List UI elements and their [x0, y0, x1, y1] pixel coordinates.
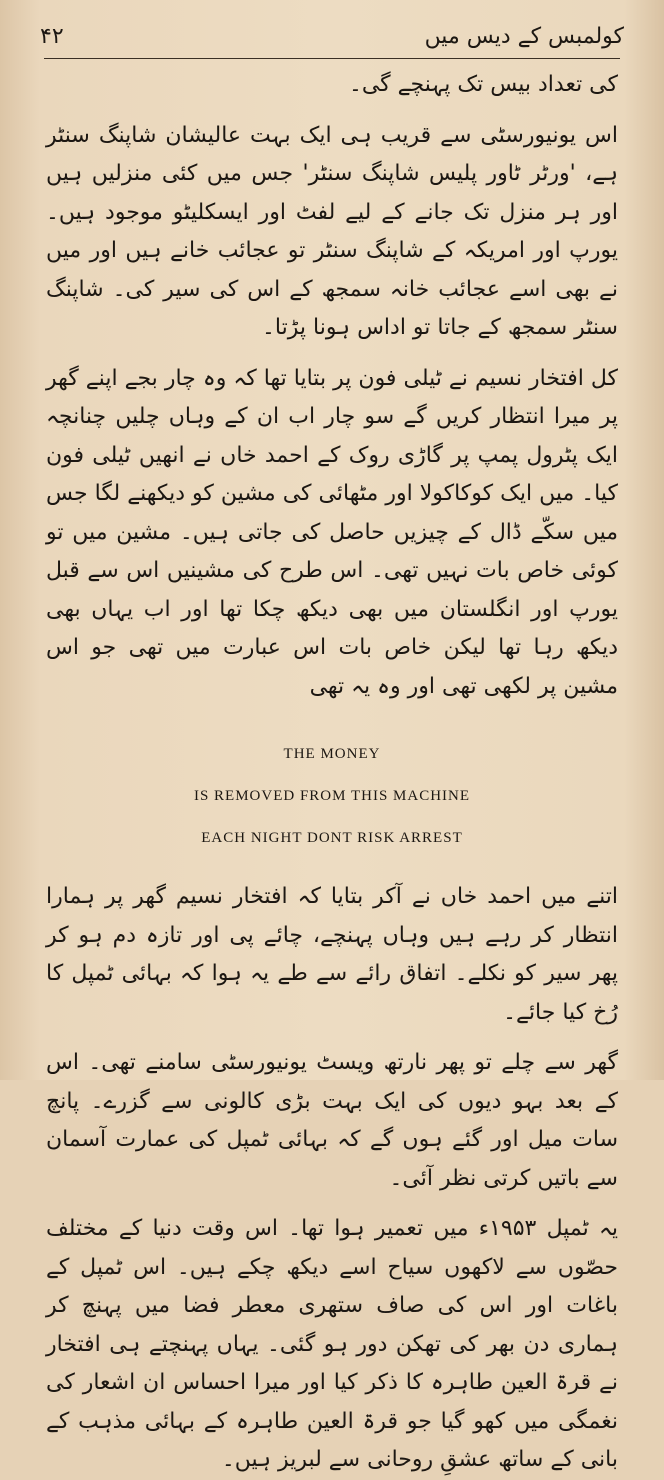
- page-number: ۴۲: [40, 23, 64, 49]
- paragraph: کی تعداد بیس تک پہنچے گی۔: [348, 72, 618, 97]
- running-title: کولمبس کے دیس میں: [424, 23, 624, 49]
- notice-line: IS REMOVED FROM THIS MACHINE: [193, 788, 471, 804]
- machine-notice: [46, 744, 618, 848]
- page-body: [46, 66, 618, 1480]
- paragraph: اتنے میں احمد خاں نے آکر بتایا کہ افتخار نسیم گھر پر ہمارا انتظار کر رہے ہیں وہاں پہنچے، چائے پی اور تازہ دم ہو کر پھر سیر کو نکلے۔ اتفاق رائے سے طے یہ ہوا کہ بہائی ٹمپل کا رُخ کیا جائے۔: [46, 884, 618, 1025]
- notice-line: THE MONEY: [283, 746, 381, 762]
- header-rule: [44, 58, 620, 59]
- notice-line: EACH NIGHT DONT RISK ARREST: [201, 830, 463, 846]
- page-header: [40, 18, 624, 54]
- paragraph: گھر سے چلے تو پھر نارتھ ویسٹ یونیورسٹی سامنے تھی۔ اس کے بعد بہو دیوں کی ایک بہت بڑی کالونی سے گزرے۔ پانچ سات میل اور گئے ہوں گے کہ بہائی ٹمپل کی عمارت آسمان سے باتیں کرتی نظر آئی۔: [46, 1050, 618, 1191]
- paragraph: کل افتخار نسیم نے ٹیلی فون پر بتایا تھا کہ وہ چار بجے اپنے گھر پر میرا انتظار کریں گے سو چار اب ان کے وہاں چلیں چنانچہ ایک پٹرول پمپ پر گاڑی روک کے احمد خاں نے انھیں ٹیلی فون کیا۔ میں ایک کوکاکولا اور مٹھائی کی مشین کو دیکھنے لگا جس میں سکّے ڈال کے چیزیں حاصل کی جاتی ہیں۔ مشین میں تو کوئی خاص بات نہیں تھی۔ اس طرح کی مشینیں اس سے قبل یورپ اور انگلستان میں بھی دیکھ چکا تھا اور اب یہاں بھی دیکھ رہا تھا لیکن خاص بات اس عبارت میں تھی جو اس مشین پر لکھی تھی اور وہ یہ تھی: [46, 365, 618, 699]
- paragraph: یہ ٹمپل ۱۹۵۳ء میں تعمیر ہوا تھا۔ اس وقت دنیا کے مختلف حصّوں سے لاکھوں سیاح اسے دیکھ چکے ہیں۔ اس ٹمپل کے باغات اور اس کی صاف ستھری معطر فضا میں پہنچ کر ہماری دن بھر کی تھکن دور ہو گئی۔ یہاں پہنچتے ہی افتخار نے قرۃ العین طاہرہ کا ذکر کیا اور میرا احساس ان اشعار کی نغمگی میں کھو گیا جو قرۃ العین طاہرہ کے بہائی مذہب کے بانی کے ساتھ عشقِ روحانی سے لبریز ہیں۔: [46, 1216, 618, 1472]
- paragraph: اس یونیورسٹی سے قریب ہی ایک بہت عالیشان شاپنگ سنٹر ہے، 'ورٹر ٹاور پلیس شاپنگ سنٹر' جس میں کئی منزلیں ہیں اور ہر منزل تک جانے کے لیے لفٹ اور ایسکلیٹو موجود ہیں۔ یورپ اور امریکہ کے شاپنگ سنٹر تو عجائب خانے ہیں اور میں نے بھی اسے عجائب خانہ سمجھ کے اس کی سیر کی۔ شاپنگ سنٹر سمجھ کے جاتا تو اداس ہونا پڑتا۔: [46, 122, 618, 340]
